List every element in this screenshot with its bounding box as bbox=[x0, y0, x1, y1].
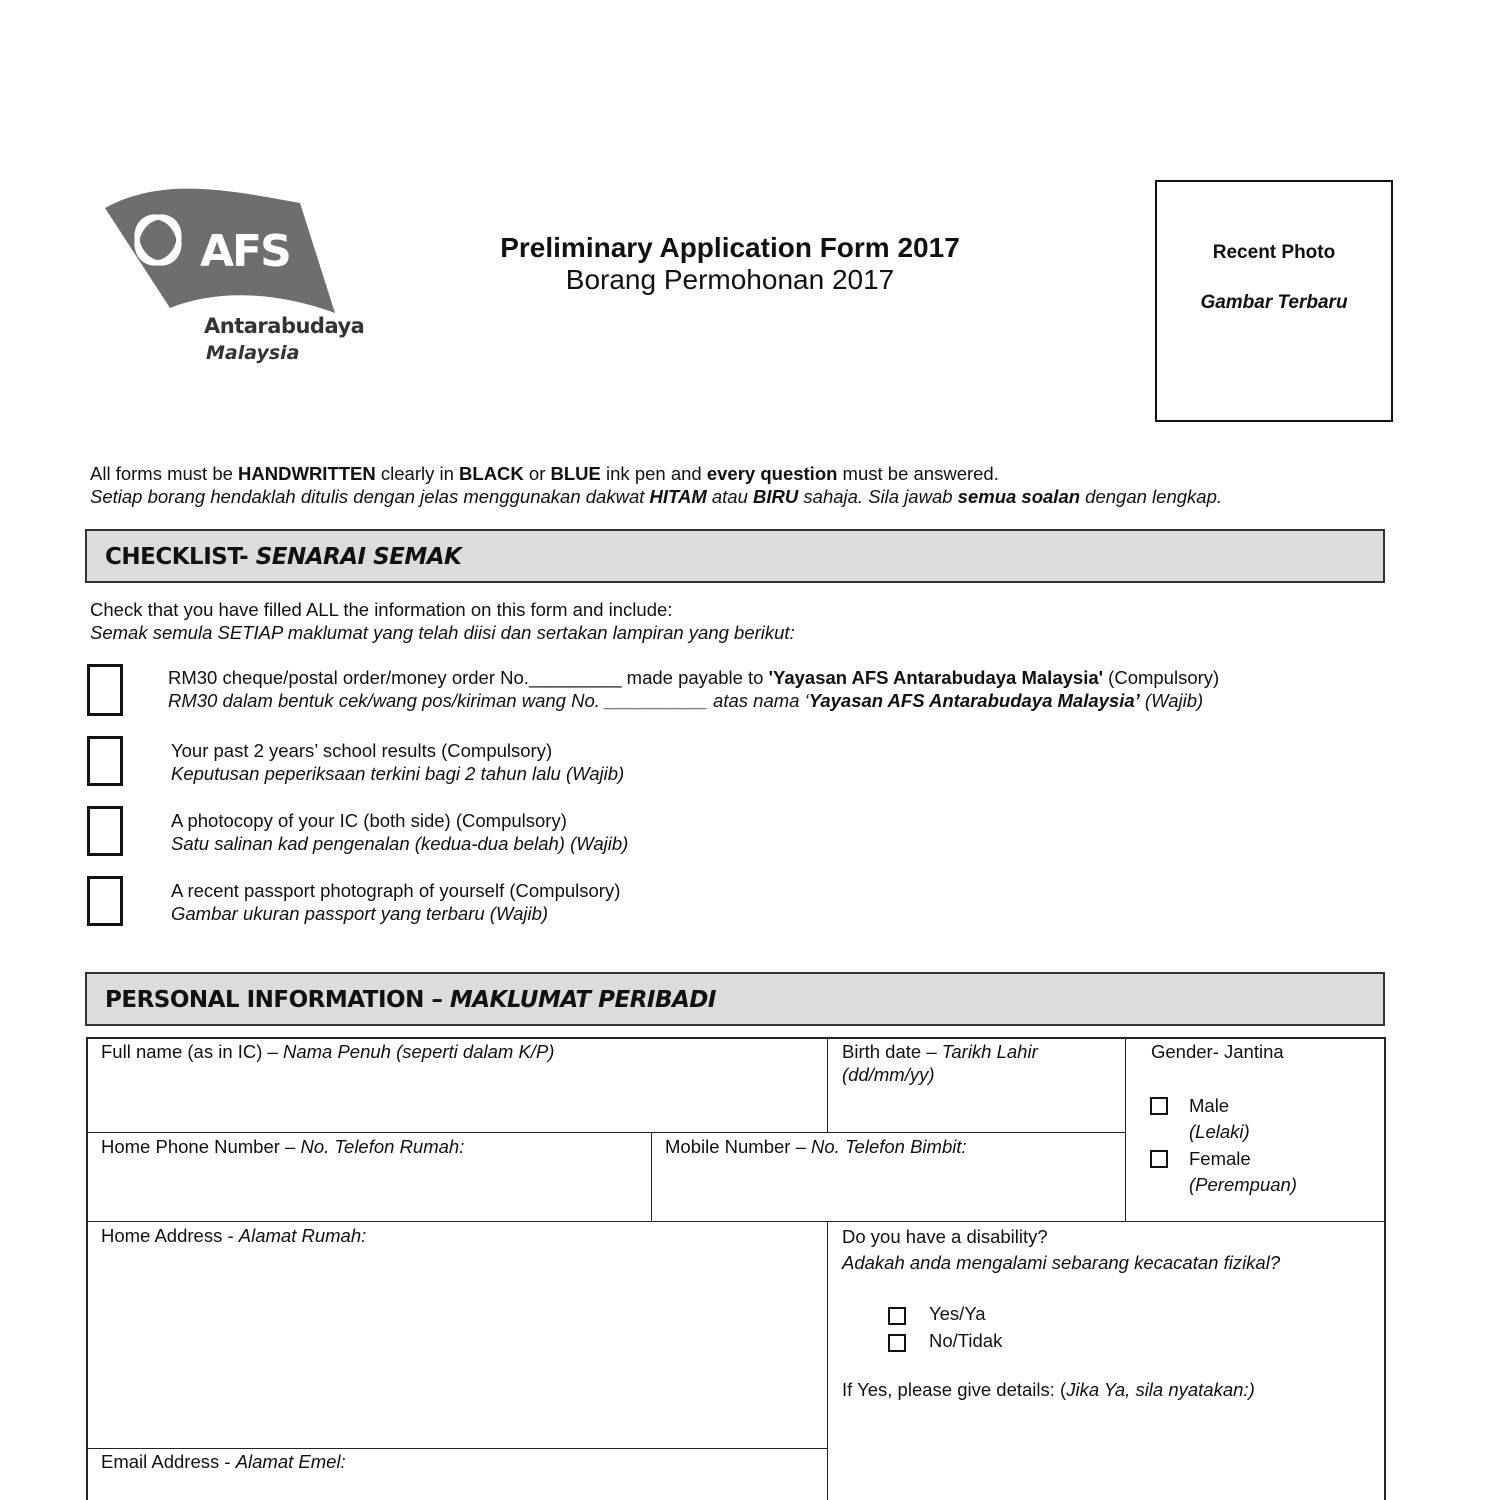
full-name-label-english: Full name (as in IC) – bbox=[101, 1041, 283, 1062]
birth-date-field[interactable] bbox=[842, 1040, 1038, 1086]
disability-details-field[interactable] bbox=[842, 1378, 1255, 1401]
item-text: RM30 cheque/postal order/money order No._________ made payable to bbox=[168, 667, 769, 688]
disability-question-malay: Adakah anda mengalami sebarang kecacatan fizikal? bbox=[842, 1252, 1281, 1273]
instr-text: dengan lengkap. bbox=[1080, 486, 1223, 507]
home-phone-label-malay: No. Telefon Rumah: bbox=[300, 1136, 465, 1157]
checklist-heading-malay: SENARAI SEMAK bbox=[255, 544, 462, 570]
logo-wordmark: AFS bbox=[200, 226, 290, 277]
item-bold: Yayasan AFS Antarabudaya Malaysia’ bbox=[808, 690, 1140, 711]
photo-label-english: Recent Photo bbox=[1212, 242, 1336, 263]
instr-text: or bbox=[523, 463, 551, 484]
home-address-label-english: Home Address - bbox=[101, 1225, 239, 1246]
item-malay: Satu salinan kad pengenalan (kedua-dua belah) (Wajib) bbox=[171, 833, 629, 854]
instr-text: sahaja. Sila jawab bbox=[798, 486, 958, 507]
email-address-field[interactable] bbox=[101, 1450, 346, 1473]
item-english: A photocopy of your IC (both side) (Compulsory) bbox=[171, 810, 567, 831]
gender-female-checkbox[interactable] bbox=[1150, 1150, 1168, 1168]
instr-bold: HANDWRITTEN bbox=[238, 463, 376, 484]
birth-date-label-english: Birth date – bbox=[842, 1041, 942, 1062]
instr-bold: BLUE bbox=[550, 463, 601, 484]
item-bold: 'Yayasan AFS Antarabudaya Malaysia' bbox=[768, 667, 1104, 688]
checklist-heading-english: CHECKLIST- bbox=[105, 544, 256, 570]
email-label-english: Email Address - bbox=[101, 1451, 236, 1472]
checklist-intro-english: Check that you have filled ALL the information on this form and include: bbox=[90, 599, 673, 620]
instr-text: All forms must be bbox=[90, 463, 239, 484]
disability-details-label-malay: Jika Ya, sila nyatakan:) bbox=[1066, 1379, 1255, 1400]
item-text: (Compulsory) bbox=[1103, 667, 1220, 688]
instr-text: must be answered. bbox=[837, 463, 999, 484]
email-label-malay: Alamat Emel: bbox=[235, 1451, 346, 1472]
home-phone-field[interactable] bbox=[101, 1135, 464, 1158]
birth-date-format: (dd/mm/yy) bbox=[842, 1064, 935, 1085]
home-address-field[interactable] bbox=[101, 1224, 366, 1247]
gender-label: Gender- Jantina bbox=[1151, 1041, 1284, 1062]
instr-bold: BIRU bbox=[753, 486, 799, 507]
instr-bold: semua soalan bbox=[957, 486, 1081, 507]
instr-bold: every question bbox=[706, 463, 838, 484]
gender-male-label: Male bbox=[1189, 1095, 1230, 1116]
gender-male-checkbox[interactable] bbox=[1150, 1097, 1168, 1115]
mobile-label-malay: No. Telefon Bimbit: bbox=[811, 1136, 967, 1157]
personal-heading-malay: MAKLUMAT PERIBADI bbox=[449, 987, 716, 1013]
instr-text: clearly in bbox=[375, 463, 460, 484]
photo-label-malay: Gambar Terbaru bbox=[1200, 292, 1348, 313]
home-phone-label-english: Home Phone Number – bbox=[101, 1136, 301, 1157]
item-text: (Wajib) bbox=[1139, 690, 1204, 711]
personal-heading-english: PERSONAL INFORMATION – bbox=[105, 987, 450, 1013]
instr-bold: BLACK bbox=[459, 463, 524, 484]
disability-question-english: Do you have a disability? bbox=[842, 1226, 1048, 1247]
item-malay: Keputusan peperiksaan terkini bagi 2 tahun lalu (Wajib) bbox=[171, 763, 625, 784]
title-malay: Borang Permohonan 2017 bbox=[565, 264, 895, 295]
gender-female-option bbox=[1189, 1146, 1297, 1198]
item-english: Your past 2 years’ school results (Compulsory) bbox=[171, 740, 553, 761]
disability-no-checkbox[interactable] bbox=[888, 1334, 906, 1352]
full-name-label-malay: Nama Penuh (seperti dalam K/P) bbox=[282, 1041, 555, 1062]
home-address-label-malay: Alamat Rumah: bbox=[238, 1225, 367, 1246]
gender-male-label-malay: (Lelaki) bbox=[1189, 1121, 1250, 1142]
title-english: Preliminary Application Form 2017 bbox=[500, 232, 960, 263]
gender-male-option bbox=[1189, 1093, 1250, 1145]
gender-female-label-malay: (Perempuan) bbox=[1189, 1174, 1297, 1195]
instr-text: atau bbox=[706, 486, 754, 507]
instr-text: ink pen and bbox=[600, 463, 707, 484]
gender-female-label: Female bbox=[1189, 1148, 1251, 1169]
disability-yes-checkbox[interactable] bbox=[888, 1307, 906, 1325]
disability-question bbox=[842, 1224, 1280, 1276]
disability-details-label-english: If Yes, please give details: ( bbox=[842, 1379, 1067, 1400]
checklist-intro-malay: Semak semula SETIAP maklumat yang telah diisi dan sertakan lampiran yang berikut: bbox=[90, 622, 795, 643]
logo-org-name: Antarabudaya bbox=[204, 314, 365, 338]
disability-yes-label: Yes/Ya bbox=[929, 1303, 986, 1324]
birth-date-label-malay: Tarikh Lahir bbox=[941, 1041, 1038, 1062]
instr-bold: HITAM bbox=[649, 486, 707, 507]
mobile-number-field[interactable] bbox=[665, 1135, 967, 1158]
full-name-field[interactable] bbox=[101, 1040, 554, 1063]
item-english: A recent passport photograph of yourself (Compulsory) bbox=[171, 880, 621, 901]
mobile-label-english: Mobile Number – bbox=[665, 1136, 812, 1157]
logo-country: Malaysia bbox=[206, 342, 300, 364]
item-text: RM30 dalam bentuk cek/wang pos/kiriman wang No. __________ atas nama ‘ bbox=[168, 690, 809, 711]
item-malay: Gambar ukuran passport yang terbaru (Wajib) bbox=[171, 903, 549, 924]
disability-no-label: No/Tidak bbox=[929, 1330, 1003, 1351]
instr-text: Setiap borang hendaklah ditulis dengan jelas menggunakan dakwat bbox=[90, 486, 650, 507]
